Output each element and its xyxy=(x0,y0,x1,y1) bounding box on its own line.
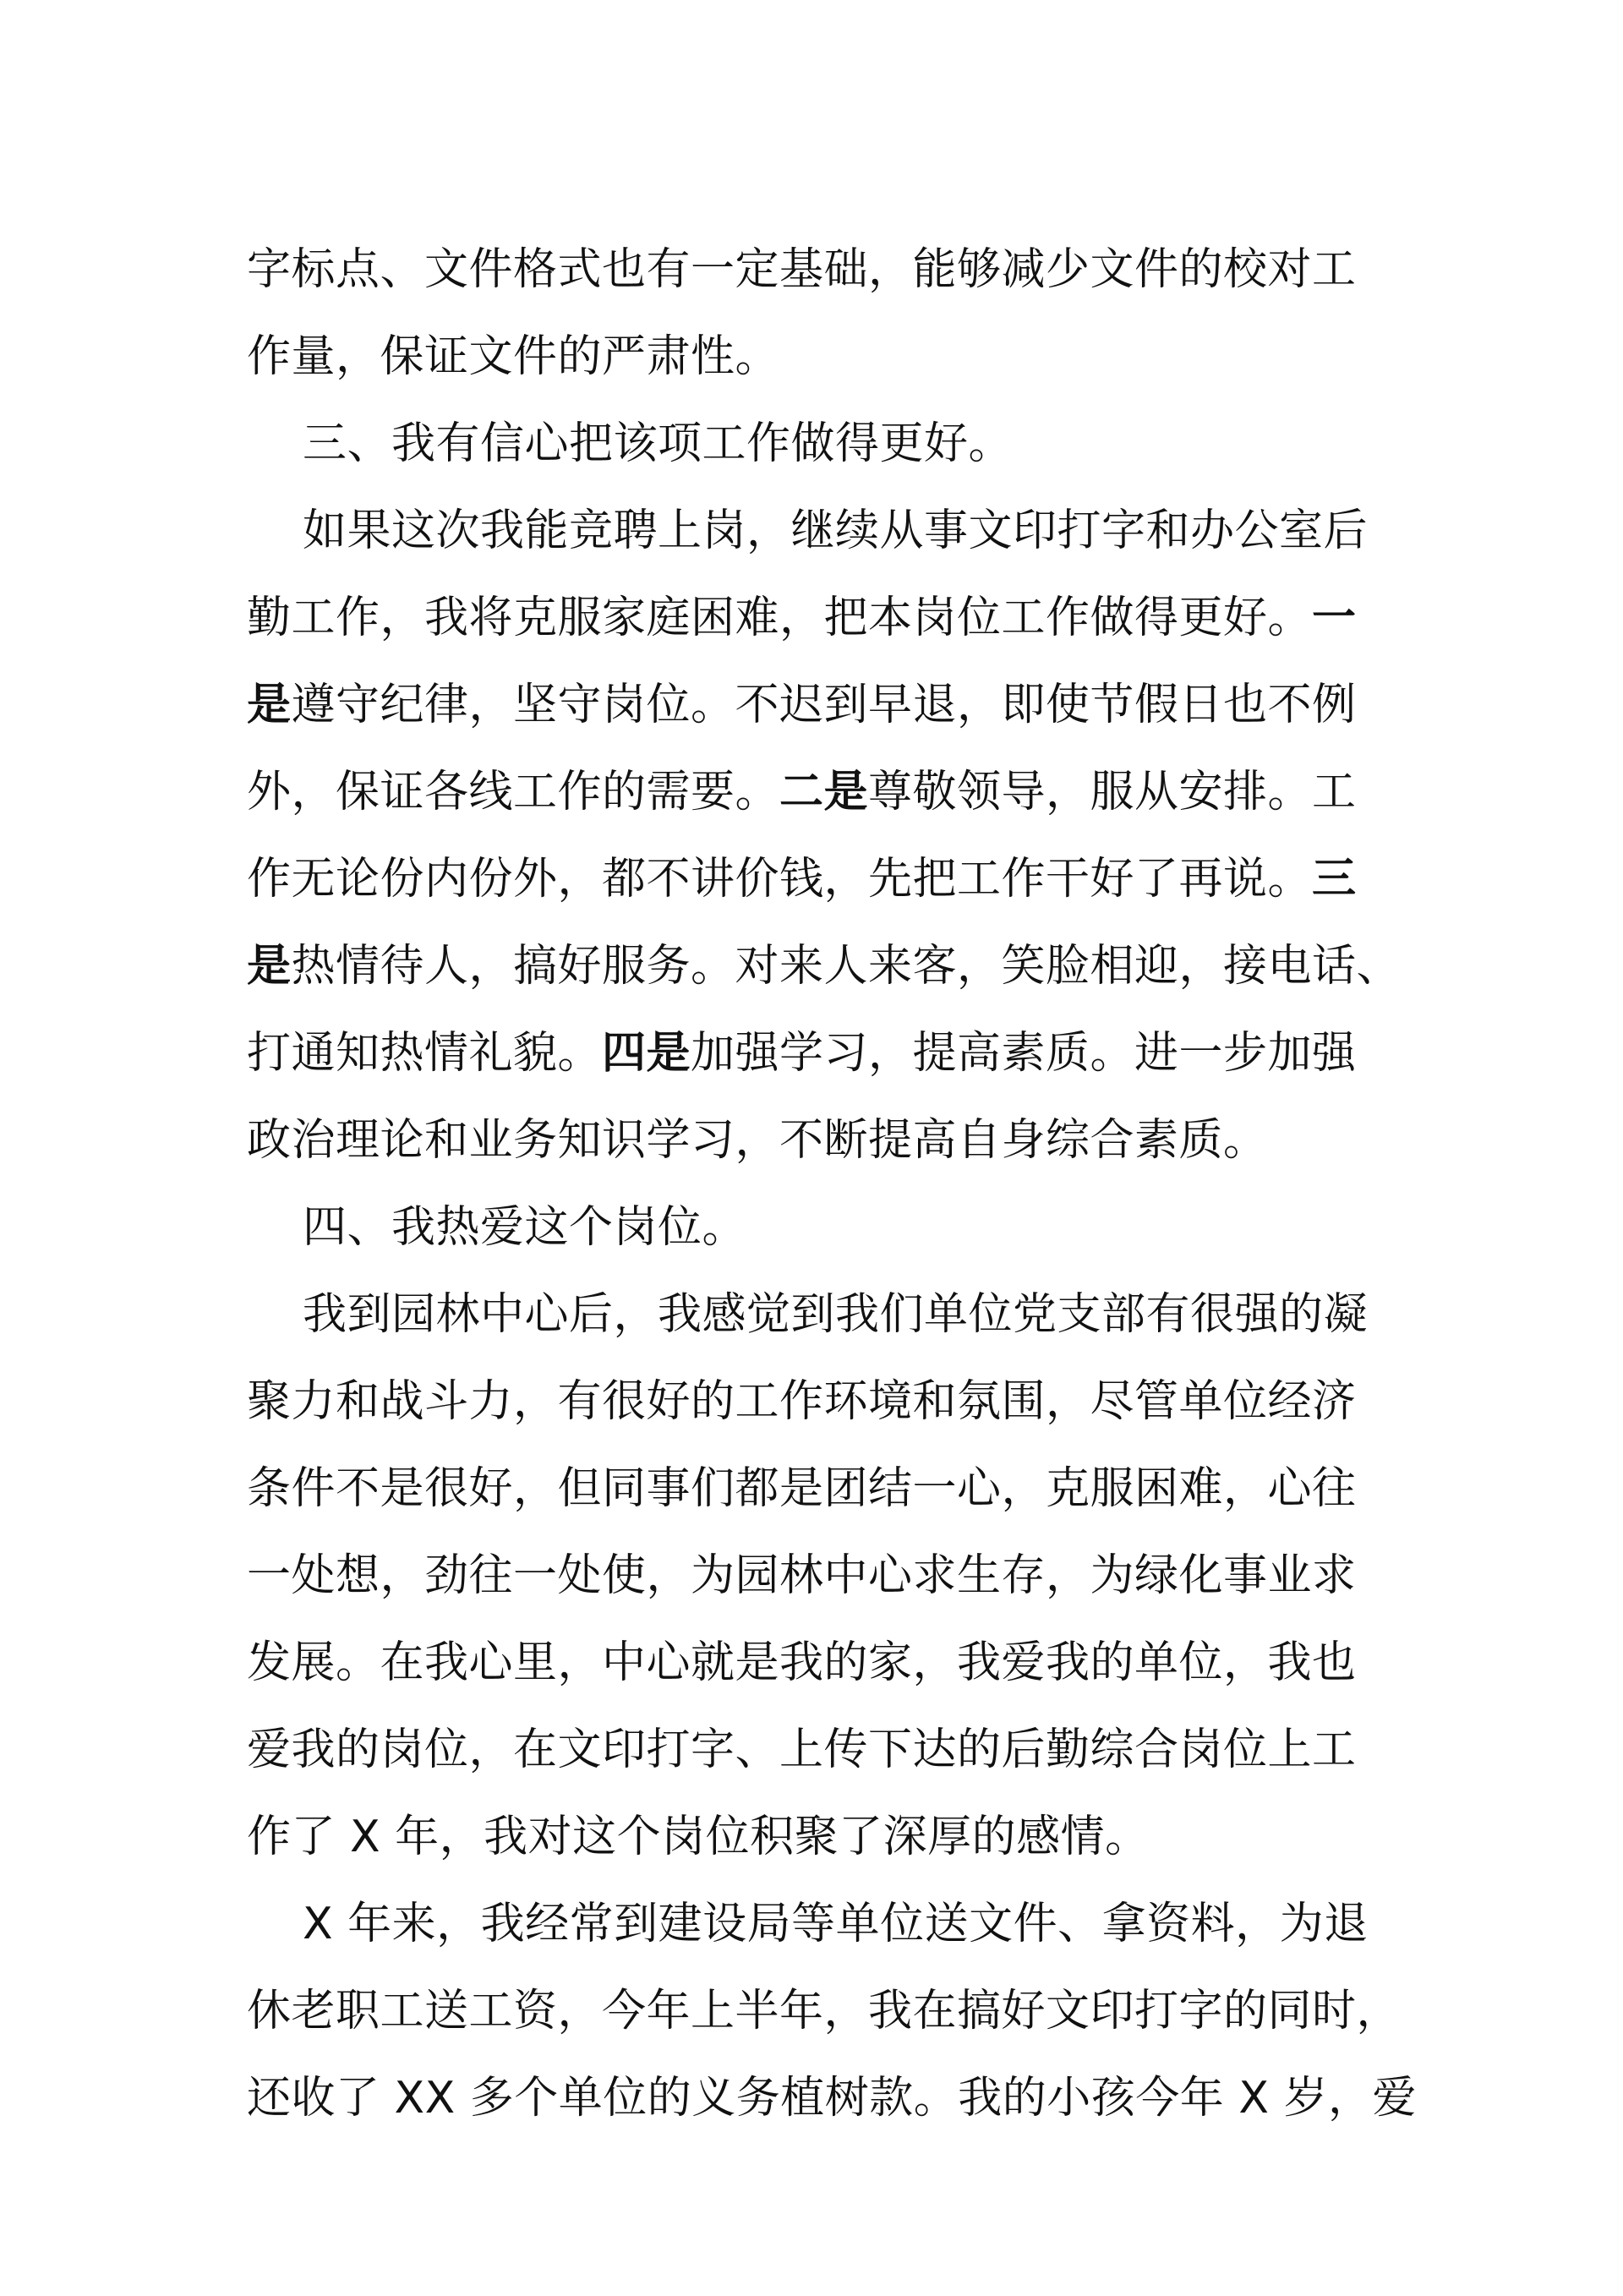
text-line xyxy=(247,1533,1413,1620)
text-segment: 聚力和战斗力，有很好的工作环境和氛围，尽管单位经济 xyxy=(247,1376,1357,1427)
text-segment: 我到园林中心后，我感觉到我们单位党支部有很强的凝 xyxy=(303,1289,1369,1340)
text-segment: 作了 X 年，我对这个岗位积聚了深厚的感情。 xyxy=(247,1812,1150,1862)
bold-text-segment: 二是 xyxy=(779,767,869,817)
text-segment: 热情待人，搞好服务。对来人来客，笑脸相迎，接电话、 xyxy=(291,941,1402,992)
text-segment: 加强学习，提高素质。进一步加强 xyxy=(691,1028,1357,1079)
text-segment: 三、我有信心把该项工作做得更好。 xyxy=(303,418,1014,469)
text-segment: 一处想，劲往一处使，为园林中心求生存，为绿化事业求 xyxy=(247,1550,1357,1601)
text-line xyxy=(247,1794,1413,1881)
text-line xyxy=(247,1707,1413,1794)
text-segment: 还收了 XX 多个单位的义务植树款。我的小孩今年 X 岁，爱 xyxy=(247,2073,1417,2124)
text-line xyxy=(247,1271,1413,1358)
text-segment: 遵守纪律，坚守岗位。不迟到早退，即使节假日也不例 xyxy=(291,680,1357,730)
text-segment: 尊敬领导，服从安排。工 xyxy=(868,767,1357,817)
text-segment: 勤工作，我将克服家庭困难，把本岗位工作做得更好。 xyxy=(247,593,1313,643)
text-line xyxy=(247,227,1413,314)
text-line xyxy=(247,314,1413,401)
bold-text-segment: 是 xyxy=(247,680,292,730)
text-line xyxy=(247,2055,1417,2142)
text-segment: 外，保证各线工作的需要。 xyxy=(247,767,780,817)
text-line xyxy=(247,1097,1413,1184)
text-line xyxy=(247,1358,1413,1446)
bold-text-segment: 四是 xyxy=(602,1028,691,1079)
text-segment: 如果这次我能竞聘上岗，继续从事文印打字和办公室后 xyxy=(303,506,1369,556)
text-segment: 条件不是很好，但同事们都是团结一心，克服困难，心往 xyxy=(247,1463,1357,1514)
text-line xyxy=(247,575,1413,662)
text-line xyxy=(247,488,1413,575)
text-line xyxy=(247,1968,1413,2055)
text-line xyxy=(247,1184,1413,1271)
text-line xyxy=(247,401,1413,488)
bold-text-segment: 三 xyxy=(1312,854,1357,905)
text-segment: 字标点、文件格式也有一定基础，能够减少文件的校对工 xyxy=(247,244,1357,295)
text-line xyxy=(247,923,1413,1010)
text-segment: 作无论份内份外，都不讲价钱，先把工作干好了再说。 xyxy=(247,854,1313,905)
bold-text-segment: 一 xyxy=(1312,593,1357,643)
text-segment: 政治理论和业务知识学习，不断提高自身综合素质。 xyxy=(247,1115,1268,1166)
text-segment: X 年来，我经常到建设局等单位送文件、拿资料，为退 xyxy=(303,1899,1369,1949)
text-line xyxy=(247,1620,1413,1707)
text-line xyxy=(247,749,1413,836)
text-segment: 作量，保证文件的严肃性。 xyxy=(247,331,780,382)
text-segment: 打通知热情礼貌。 xyxy=(247,1028,603,1079)
text-line xyxy=(247,836,1413,923)
text-line xyxy=(247,1881,1413,1968)
bold-text-segment: 是 xyxy=(247,941,292,992)
text-segment: 四、我热爱这个岗位。 xyxy=(303,1202,747,1253)
text-line xyxy=(247,1446,1413,1533)
text-segment: 休老职工送工资，今年上半年，我在搞好文印打字的同时， xyxy=(247,1986,1402,2036)
text-segment: 爱我的岗位，在文印打字、上传下达的后勤综合岗位上工 xyxy=(247,1725,1357,1775)
text-line xyxy=(247,1010,1413,1097)
document-page xyxy=(247,227,1417,2142)
text-segment: 发展。在我心里，中心就是我的家，我爱我的单位，我也 xyxy=(247,1637,1357,1688)
text-line xyxy=(247,662,1413,749)
